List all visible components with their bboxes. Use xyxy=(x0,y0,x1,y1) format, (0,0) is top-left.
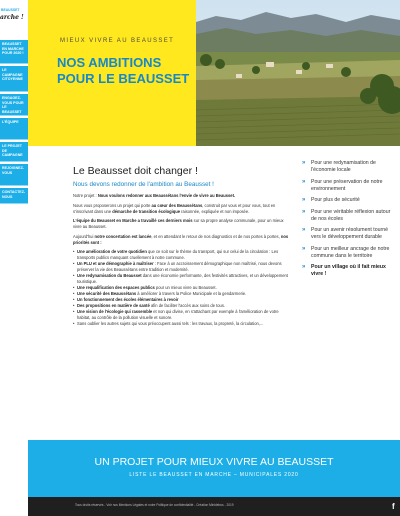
banner-title: UN PROJET POUR MIEUX VIVRE AU BEAUSSET xyxy=(94,456,334,468)
sidebar-item-label: BEAUSSET EN MARCHE POUR 2020 ! xyxy=(2,42,24,56)
text-run: , construit par vous et pour vous, tout en s'inscrivant dans une xyxy=(73,202,276,214)
paragraph-priorities-intro xyxy=(73,234,289,246)
logo-text-bottom: arche ! xyxy=(0,14,24,21)
priority-bold: Un PLU et une démographie à maîtriser xyxy=(77,261,154,267)
hero-title xyxy=(57,55,189,87)
goal-label: Pour une préservation de notre environnement xyxy=(311,178,383,192)
sidebar-item-label: REJOIGNEZ-VOUS xyxy=(2,166,24,175)
list-item xyxy=(302,197,396,204)
paragraph-approach xyxy=(73,203,289,215)
list-item xyxy=(302,246,396,260)
list-item xyxy=(302,160,396,174)
priority-bold: Des propositions en matière de santé xyxy=(77,303,150,309)
sidebar-item-rejoignez[interactable] xyxy=(0,164,28,186)
list-item xyxy=(302,179,396,193)
sidebar-item-label: ENGAGEZ-VOUS POUR LE BEAUSSET xyxy=(2,96,24,114)
hero-kicker: MIEUX VIVRE AU BEAUSSET xyxy=(60,38,175,44)
sidebar-item-equipe[interactable] xyxy=(0,118,28,140)
hero-title-line1: NOS AMBITIONS xyxy=(57,55,162,70)
project-banner xyxy=(28,440,400,497)
priority-bold: Un fonctionnement des écoles élémentaires à revoir xyxy=(77,297,179,303)
text-run: raisonnée, expliquée et non imposée. xyxy=(180,208,250,214)
goal-label: Pour un avenir résolument tourné vers le développement durable xyxy=(311,227,388,240)
list-item xyxy=(73,261,289,273)
priority-bold: Une requalification des espaces publics xyxy=(77,285,155,291)
priority-bold: Une vision de l'écologie qui rassemble xyxy=(77,309,153,315)
sidebar-item-label: LE CAMPAGNE CITOYENNE xyxy=(2,68,23,82)
priority-bold: Une redynamisation du Beausset xyxy=(77,273,142,279)
sidebar-item-campagne[interactable] xyxy=(0,66,28,92)
section-subtitle: Nous devons redonner de l'ambition au Beausset ! xyxy=(73,181,214,188)
list-item xyxy=(73,249,289,261)
priority-text: afin de faciliter l'accès aux soins de tous. xyxy=(149,303,226,309)
facebook-icon[interactable]: f xyxy=(392,502,395,511)
sidebar-item-engagez[interactable] xyxy=(0,94,28,116)
text-run-bold: L'équipe du Beausset en Marche a travaillé ces derniers mois xyxy=(73,218,193,224)
paragraph-team xyxy=(73,218,289,230)
double-chevron-right-icon: » xyxy=(302,178,306,185)
text-run: Aujourd'hui xyxy=(73,233,95,239)
site-footer xyxy=(28,497,400,516)
priority-text: dans une économie performante, des festivités attractives, et un développement touristique. xyxy=(77,273,288,285)
priority-text: pour un mieux vivre au Beausset. xyxy=(154,285,217,291)
text-run-bold: notre concertation est lancée xyxy=(94,233,152,239)
double-chevron-right-icon: » xyxy=(302,245,306,252)
list-item xyxy=(73,321,289,327)
site-logo[interactable] xyxy=(0,2,28,32)
priority-text: et non qui divise, en s'attachant par exemple à l'amélioration de votre habitat, au contrôle de la pollution visuelle et sonore. xyxy=(77,309,279,321)
goal-label: Pour un village où il fait mieux vivre ! xyxy=(311,264,386,277)
double-chevron-right-icon: » xyxy=(302,208,306,215)
sidebar-item-projet[interactable] xyxy=(0,142,28,162)
goal-label: Pour plus de sécurité xyxy=(311,197,360,203)
text-run: Nous vous proposerons un projet qui porte xyxy=(73,202,152,208)
list-item xyxy=(73,309,289,321)
list-item xyxy=(302,227,396,241)
text-run-bold: au cœur des Beaussétans xyxy=(151,202,203,208)
double-chevron-right-icon: » xyxy=(302,197,306,203)
goal-label: Pour une redynamisation de l'économie locale xyxy=(311,160,376,173)
priority-bold: Une sécurité des Beaussétans xyxy=(77,291,137,297)
text-run-bold: démarche de transition écologique xyxy=(112,208,181,214)
text-run: Notre projet : xyxy=(73,193,98,198)
text-run-bold: nos priorités sont : xyxy=(73,233,289,245)
goal-label: Pour un meilleur ancrage de notre commune dans le territoire xyxy=(311,245,390,259)
goals-list xyxy=(302,160,396,283)
priority-text: Sans oublier les autres sujets qui vous préoccupent aussi tels : les travaux, la propreté, la circulation,... xyxy=(77,321,264,327)
list-item xyxy=(73,273,289,285)
priority-text: : Face à un accroissement démographique non maîtrisé, nous devons préserver la vie des Beaussétans entre tradition et modernité. xyxy=(77,261,282,273)
priority-bold: Une amélioration de votre quotidien xyxy=(77,249,147,255)
sidebar-item-label: LE PROJET DE CAMPAGNE xyxy=(2,144,23,158)
logo-text-top: BEAUSSET xyxy=(1,8,20,12)
sidebar xyxy=(0,0,28,516)
double-chevron-right-icon: » xyxy=(302,227,306,233)
sidebar-item-label: L'ÉQUIPE xyxy=(2,120,19,124)
footer-legal-text[interactable]: Tous droits réservés - Voir nos Mentions Légales et notre Politique de confidentialité - Création Minidebus - 2019 xyxy=(75,503,234,507)
priorities-list xyxy=(73,249,289,327)
goal-label: Pour une véritable réflexion autour de nos écoles xyxy=(311,208,391,222)
double-chevron-right-icon: » xyxy=(302,160,306,166)
list-item xyxy=(302,264,396,278)
landscape-illustration xyxy=(196,0,400,146)
text-run-bold: Nous voulons redonner aux Beaussétans l'envie de vivre au Beausset. xyxy=(97,193,236,198)
priority-text: que ce soit sur le thème du transport, qui sur celui de la circulation : Les transports publics manquant cruellement à notre commune. xyxy=(77,249,279,261)
list-item xyxy=(302,209,396,223)
priority-text: à améliorer à travers la Police Municipale et la gendarmerie. xyxy=(136,291,247,297)
paragraph-project xyxy=(73,193,289,199)
text-run: sur sa propre analyse communale, pour un mieux vivre au Beausset. xyxy=(73,218,284,230)
hero-title-line2: POUR LE BEAUSSET xyxy=(57,71,190,86)
text-run: , et en attendant le retour de nos diagnostics et de nos portes à portes, xyxy=(151,233,281,239)
section-title: Le Beausset doit changer ! xyxy=(73,165,198,177)
project-text xyxy=(73,193,289,327)
sidebar-item-label: CONTACTEZ-NOUS xyxy=(2,190,26,199)
hero-landscape-image xyxy=(196,0,400,146)
double-chevron-right-icon: » xyxy=(302,264,306,270)
sidebar-item-contact[interactable] xyxy=(0,188,28,204)
sidebar-item-home[interactable] xyxy=(0,40,28,64)
banner-subtitle: LISTE LE BEAUSSET EN MARCHE – MUNICIPALES 2020 xyxy=(129,472,299,478)
sidebar-footer xyxy=(0,500,28,516)
